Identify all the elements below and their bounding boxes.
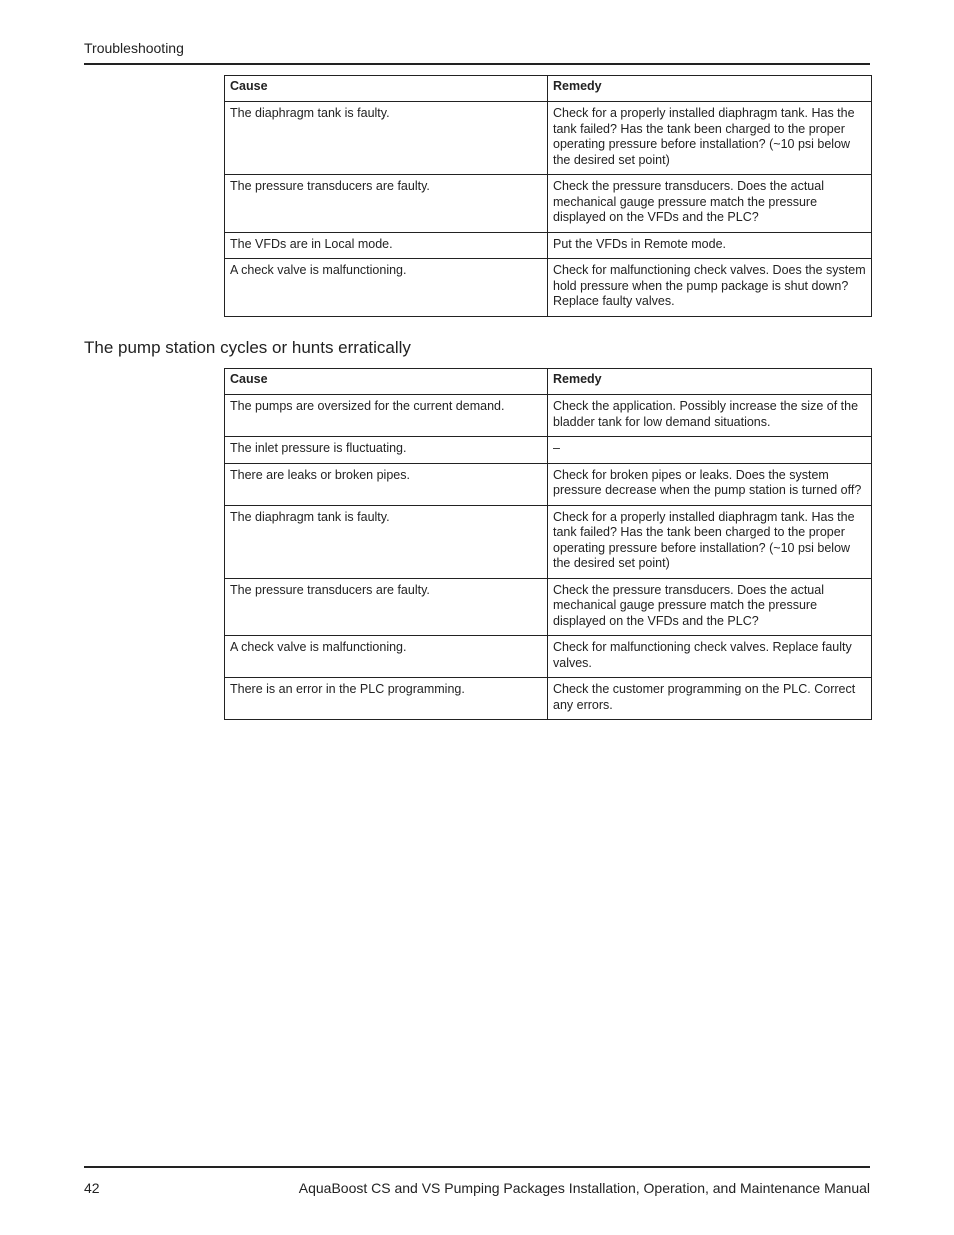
table-row xyxy=(225,102,872,175)
manual-title: AquaBoost CS and VS Pumping Packages Installation, Operation, and Maintenance Manual xyxy=(298,1180,870,1196)
table-row xyxy=(225,259,872,317)
table-row xyxy=(225,678,872,720)
cause-cell: There are leaks or broken pipes. xyxy=(225,463,548,505)
remedy-cell: Check the pressure transducers. Does the actual mechanical gauge pressure match the pressure displayed on the VFDs and the PLC? xyxy=(548,175,872,233)
remedy-cell: Check for a properly installed diaphragm tank. Has the tank failed? Has the tank been charged to the proper operating pressure before installation? (~10 psi below the desired set point) xyxy=(548,505,872,578)
table-header-row xyxy=(225,76,872,102)
cause-cell: The VFDs are in Local mode. xyxy=(225,232,548,259)
column-header-remedy: Remedy xyxy=(548,76,872,102)
remedy-cell: – xyxy=(548,437,872,464)
cause-cell: A check valve is malfunctioning. xyxy=(225,636,548,678)
table-row xyxy=(225,175,872,233)
table-row xyxy=(225,437,872,464)
cause-cell: The diaphragm tank is faulty. xyxy=(225,102,548,175)
remedy-cell: Check the customer programming on the PLC. Correct any errors. xyxy=(548,678,872,720)
table-row xyxy=(225,463,872,505)
cause-cell: The pressure transducers are faulty. xyxy=(225,175,548,233)
header-rule xyxy=(84,63,870,65)
cause-cell: The inlet pressure is fluctuating. xyxy=(225,437,548,464)
remedy-cell: Check for broken pipes or leaks. Does the system pressure decrease when the pump station is turned off? xyxy=(548,463,872,505)
troubleshooting-table-1 xyxy=(224,75,872,317)
table-header-row xyxy=(225,369,872,395)
table-row xyxy=(225,232,872,259)
cause-cell: The diaphragm tank is faulty. xyxy=(225,505,548,578)
remedy-cell: Check the application. Possibly increase the size of the bladder tank for low demand situations. xyxy=(548,395,872,437)
remedy-cell: Check for a properly installed diaphragm tank. Has the tank failed? Has the tank been charged to the proper operating pressure before installation? (~10 psi below the desired set point) xyxy=(548,102,872,175)
remedy-cell: Check for malfunctioning check valves. Does the system hold pressure when the pump package is shut down? Replace faulty valves. xyxy=(548,259,872,317)
cause-cell: The pressure transducers are faulty. xyxy=(225,578,548,636)
cause-cell: There is an error in the PLC programming. xyxy=(225,678,548,720)
cause-cell: The pumps are oversized for the current demand. xyxy=(225,395,548,437)
table-row xyxy=(225,395,872,437)
cause-cell: A check valve is malfunctioning. xyxy=(225,259,548,317)
remedy-cell: Check for malfunctioning check valves. Replace faulty valves. xyxy=(548,636,872,678)
footer-rule xyxy=(84,1166,870,1168)
table-row xyxy=(225,578,872,636)
table-row xyxy=(225,505,872,578)
troubleshooting-table-2 xyxy=(224,368,872,720)
section-heading: The pump station cycles or hunts erratically xyxy=(84,338,411,357)
table-row xyxy=(225,636,872,678)
column-header-remedy: Remedy xyxy=(548,369,872,395)
running-header: Troubleshooting xyxy=(84,40,184,56)
page-number: 42 xyxy=(84,1180,100,1196)
remedy-cell: Put the VFDs in Remote mode. xyxy=(548,232,872,259)
column-header-cause: Cause xyxy=(225,369,548,395)
column-header-cause: Cause xyxy=(225,76,548,102)
remedy-cell: Check the pressure transducers. Does the actual mechanical gauge pressure match the pressure displayed on the VFDs and the PLC? xyxy=(548,578,872,636)
